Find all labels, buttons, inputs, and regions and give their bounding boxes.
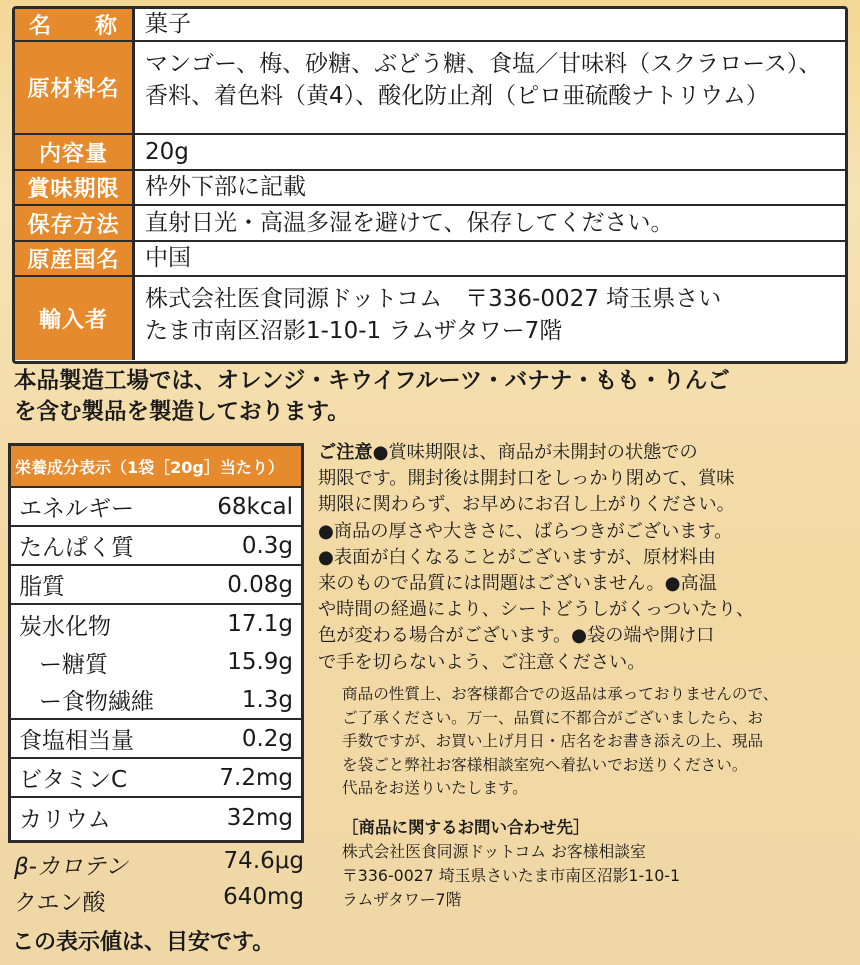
nutrition-footnote: この表示値は、目安です。 — [12, 930, 275, 955]
nutrition-row: 脂質 0.08g — [11, 566, 301, 605]
nutrition-row: ー食物繊維 1.3g — [11, 681, 301, 720]
importer-label: 輸入者 — [15, 277, 135, 360]
name-label: 名 称 — [15, 9, 135, 42]
nutrition-row: たんぱく質 0.3g — [11, 527, 301, 566]
content-value: 20g — [135, 135, 845, 171]
nutrition-row: エネルギー 68kcal — [11, 488, 301, 527]
ingredients-label: 原材料名 — [15, 42, 135, 135]
nutrition-row: 炭水化物 17.1g — [19, 611, 293, 640]
nutrition-row: 食塩相当量 0.2g — [11, 720, 301, 759]
storage-label: 保存方法 — [15, 206, 135, 242]
caution-title: ご注意 — [318, 442, 373, 463]
beta-carotene-line: β-カロテン 74.6μg — [14, 848, 304, 880]
nutrition-row: ー糖質 15.9g — [39, 649, 293, 678]
contact-title: ［商品に関するお問い合わせ先］ — [342, 818, 590, 837]
caution-block: ご注意●賞味期限は、商品が未開封の状態での 期限です。開封後は開封口をしっかり閉めて、賞味 期限に関わらず、お早めにお召し上がりください。 ●商品の厚さや大きさに、ばらつきがございます。 ●表面が白くなることがございますが、原材料由 来のもので品質には問題はございません。●高温 や時間の経過により、シートどうしがくっついたり、 色が変わる場合がございます。●袋の端や開け口 で手を切らないよう、ご注意ください。 — [318, 442, 755, 673]
bestbefore-value: 枠外下部に記載 — [135, 171, 845, 206]
citric-acid-line: クエン酸 640mg — [14, 884, 304, 916]
ingredients-line: 香料、着色料（黄4）、酸化防止剤（ピロ亜硫酸ナトリウム） — [145, 83, 769, 110]
importer-value — [135, 277, 845, 360]
ingredients-line: マンゴー、梅、砂糖、ぶどう糖、食塩／甘味料（スクラロース）、 — [145, 51, 822, 77]
importer-line: たま市南区沼影1-10-1 ラムザタワー7階 — [145, 318, 563, 345]
nutrition-facts-table — [8, 443, 304, 843]
origin-label: 原産国名 — [15, 242, 135, 277]
returns-policy-block: 商品の性質上、お客様都合での返品は承っておりませんので、 ご了承ください。万一、品質に不都合がございましたら、お 手数ですが、お買い上げ月日・店名をお書き添えの上、現品 を袋ごと弊社お客様相談室宛へ着払いでお送りください。 代品をお送りいたします。 — [342, 685, 779, 797]
contact-block: ［商品に関するお問い合わせ先］ 株式会社医食同源ドットコム お客様相談室 〒336-0027 埼玉県さいたま市南区沼影1-10-1 ラムザタワー7階 — [342, 816, 854, 912]
factory-allergen-note: 本品製造工場では、オレンジ・キウイフルーツ・バナナ・もも・りんご を含む製品を製造しております。 — [14, 368, 730, 425]
bestbefore-label: 賞味期限 — [15, 171, 135, 206]
content-label: 内容量 — [15, 135, 135, 171]
importer-line: 株式会社医食同源ドットコム 〒336-0027 埼玉県さい — [145, 286, 722, 312]
ingredients-value — [135, 42, 845, 135]
storage-value: 直射日光・高温多湿を避けて、保存してください。 — [135, 206, 845, 242]
nutrition-row: カリウム 32mg — [19, 804, 293, 833]
nutrition-row: ビタミンC 7.2mg — [11, 759, 301, 798]
origin-value: 中国 — [135, 242, 845, 277]
product-spec-table — [12, 6, 848, 364]
name-value: 菓子 — [135, 9, 845, 42]
nutrition-header: 栄養成分表示（1袋［20g］当たり） — [11, 446, 301, 488]
